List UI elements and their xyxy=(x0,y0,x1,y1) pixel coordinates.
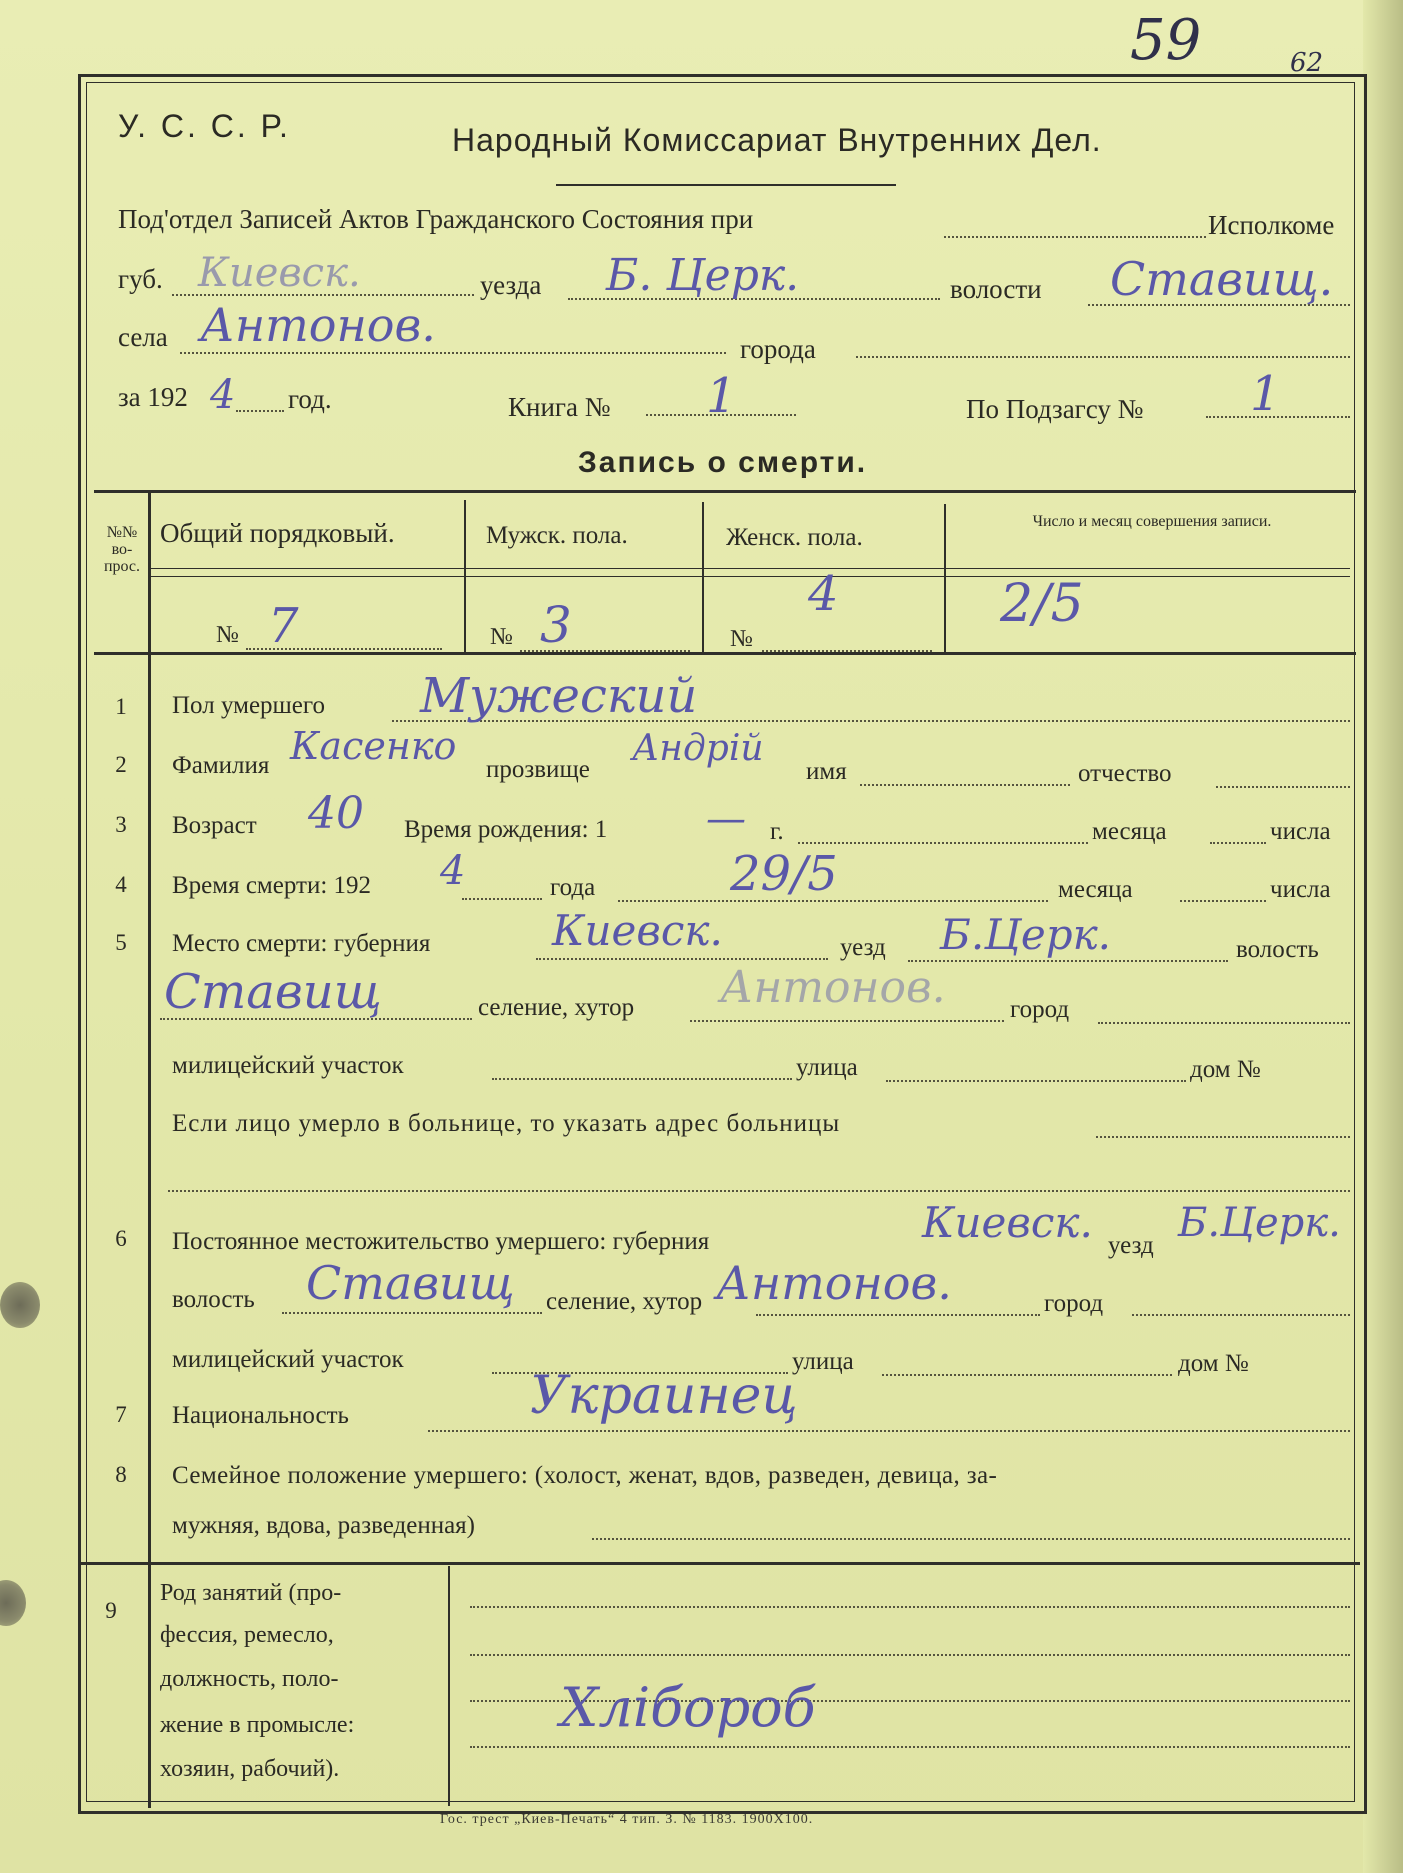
occupation-blank xyxy=(470,1746,1350,1748)
uezd-value: Б. Церк. xyxy=(606,250,800,301)
death-gub-value: Киевск. xyxy=(552,906,723,955)
residence-volost-value: Ставищ xyxy=(306,1256,515,1310)
death-house-label: дом № xyxy=(1190,1056,1261,1083)
occupation-blank xyxy=(470,1654,1350,1656)
residence-uezd-label: уезд xyxy=(1108,1232,1154,1259)
printer-imprint: Гос. трест „Киев-Печать“ 4 тип. З. № 1183. 1900Х100. xyxy=(440,1812,814,1827)
surname-value: Касенко xyxy=(290,724,457,768)
marital-status-label-2: мужняя, вдова, разведенная) xyxy=(172,1512,476,1539)
residence-house-label: дом № xyxy=(1178,1350,1249,1377)
residence-volost-label: волость xyxy=(172,1286,255,1313)
book-value: 1 xyxy=(706,368,737,424)
question-number: 3 xyxy=(115,812,127,837)
death-year-blank xyxy=(462,898,542,900)
question-number: 2 xyxy=(115,752,127,777)
col-general-header: Общий порядковый. xyxy=(160,518,395,548)
residence-city-blank xyxy=(1132,1314,1350,1316)
residence-city-label: город xyxy=(1044,1290,1104,1317)
occupation-value: Хлібороб xyxy=(560,1676,816,1739)
hospital-label: Если лицо умерло в больнице, то указать адрес больницы xyxy=(172,1110,841,1137)
table-col-rule xyxy=(702,502,704,652)
female-blank xyxy=(762,650,932,652)
birth-month-blank xyxy=(798,842,1088,844)
question-number: 8 xyxy=(115,1462,127,1487)
birth-day-label: числа xyxy=(1270,818,1331,845)
residence-street-blank xyxy=(882,1374,1172,1376)
volost-label: волости xyxy=(950,274,1042,304)
uezd-label: уезда xyxy=(480,270,542,300)
question-number: 7 xyxy=(115,1402,127,1427)
record-date-value: 2/5 xyxy=(1000,574,1084,634)
marital-status-blank xyxy=(592,1538,1350,1540)
book-label: Книга № xyxy=(508,392,611,422)
residence-militia-label: милицейский участок xyxy=(172,1346,404,1373)
death-day-blank xyxy=(1180,900,1266,902)
question-number: 1 xyxy=(115,694,127,719)
death-gub-blank xyxy=(536,958,828,960)
page-number-alt: 62 xyxy=(1290,48,1324,78)
death-village-blank xyxy=(690,1020,1004,1022)
gorod-blank xyxy=(856,356,1350,358)
surname-label: Фамилия xyxy=(172,752,270,779)
nickname-value: Андрій xyxy=(632,728,764,769)
hospital-blank xyxy=(1096,1136,1350,1138)
question-number: 4 xyxy=(115,872,127,897)
death-uezd-blank xyxy=(908,960,1228,962)
punch-hole xyxy=(0,1282,40,1328)
residence-village-blank xyxy=(756,1314,1040,1316)
death-time-label: Время смерти: 192 xyxy=(172,872,372,899)
name-blank xyxy=(860,784,1070,786)
nickname-label: прозвище xyxy=(486,756,590,783)
nationality-value: Украинец xyxy=(530,1366,798,1426)
marital-status-label: Семейное положение умершего: (холост, женат, вдов, разведен, девица, за- xyxy=(172,1462,998,1489)
occupation-label-5: хозяин, рабочий). xyxy=(160,1756,340,1782)
table-top-rule xyxy=(94,490,1356,493)
sex-label: Пол умершего xyxy=(172,692,326,719)
death-city-blank xyxy=(1098,1022,1350,1024)
subdept-label: Под'отдел Записей Актов Гражданского Состояния при xyxy=(118,204,754,234)
male-number-value: 3 xyxy=(540,596,572,654)
table-header-rule xyxy=(150,576,1350,577)
death-volost-label: волость xyxy=(1236,936,1319,963)
year-suffix: год. xyxy=(288,384,332,414)
occupation-label-4: жение в промысле: xyxy=(160,1712,355,1738)
death-date-value: 29/5 xyxy=(730,846,838,902)
occupation-label-2: фессия, ремесло, xyxy=(160,1622,334,1648)
death-volost-value: Ставищ xyxy=(164,964,382,1020)
death-day-label: числа xyxy=(1270,876,1331,903)
year-prefix: за 192 xyxy=(118,382,188,412)
female-number-value: 4 xyxy=(808,566,839,622)
table-col-rule xyxy=(944,504,946,652)
selo-value: Антонов. xyxy=(200,298,436,352)
birth-value: — xyxy=(706,796,746,842)
no-sign: № xyxy=(216,622,239,648)
number-column-rule xyxy=(148,492,151,1808)
executive-committee-label: Исполкоме xyxy=(1208,210,1335,240)
table-header-rule xyxy=(150,568,1350,569)
selo-blank xyxy=(180,352,726,354)
subcount-label: По Подзагсу № xyxy=(966,394,1144,424)
gorod-label: города xyxy=(740,334,816,364)
death-year-label: года xyxy=(550,874,596,901)
occupation-blank xyxy=(470,1606,1350,1608)
residence-street-label: улица xyxy=(792,1348,854,1375)
subdept-blank xyxy=(944,236,1206,238)
patronymic-blank xyxy=(1216,786,1350,788)
year-blank xyxy=(236,410,284,412)
question-number: 6 xyxy=(115,1226,127,1251)
general-number-value: 7 xyxy=(268,598,299,654)
residence-gub-value: Киевск. xyxy=(922,1198,1093,1247)
question-number: 9 xyxy=(105,1598,117,1623)
page-number: 59 xyxy=(1130,8,1202,73)
death-street-blank xyxy=(886,1080,1186,1082)
sex-value: Мужеский xyxy=(420,668,698,724)
guberniya-value: Киевск. xyxy=(198,250,361,296)
volost-value: Ставищ. xyxy=(1110,252,1334,306)
birth-year-abbrev: г. xyxy=(770,818,784,845)
death-uezd-value: Б.Церк. xyxy=(940,910,1112,959)
republic-title: У. С. С. Р. xyxy=(118,108,291,144)
col-male-header: Мужск. пола. xyxy=(486,522,628,549)
col-female-header: Женск. пола. xyxy=(726,524,863,551)
ministry-title: Народный Комиссариат Внутренних Дел. xyxy=(452,122,1102,158)
no-sign: № xyxy=(730,626,753,652)
birth-day-blank xyxy=(1210,842,1266,844)
nationality-blank xyxy=(428,1430,1350,1432)
section-title: Запись о смерти. xyxy=(578,446,868,479)
selo-label: села xyxy=(118,322,168,352)
punch-hole xyxy=(0,1580,26,1626)
residence-uezd-value: Б.Церк. xyxy=(1178,1200,1341,1246)
question-number-header: №№ во- прос. xyxy=(103,524,141,575)
col-date-header: Число и месяц совершения записи. xyxy=(1032,513,1272,530)
birth-label: Время рождения: 1 xyxy=(404,816,608,843)
hospital-blank-2 xyxy=(168,1190,1350,1192)
death-year-value: 4 xyxy=(440,848,466,894)
residence-label: Постоянное местожительство умершего: губерния xyxy=(172,1228,710,1255)
death-street-label: улица xyxy=(796,1054,858,1081)
nationality-label: Национальность xyxy=(172,1402,349,1429)
death-militia-label: милицейский участок xyxy=(172,1052,404,1079)
occupation-top-rule xyxy=(80,1562,1360,1565)
subcount-value: 1 xyxy=(1250,366,1281,422)
occupation-label-3: должность, поло- xyxy=(160,1666,339,1692)
residence-village-value: Антонов. xyxy=(716,1256,952,1310)
death-militia-blank xyxy=(492,1078,792,1080)
occupation-col-rule xyxy=(448,1566,450,1806)
question-number: 5 xyxy=(115,930,127,955)
name-label: имя xyxy=(806,758,847,785)
death-village-value: Антонов. xyxy=(720,962,946,1013)
no-sign: № xyxy=(490,624,513,650)
occupation-label-1: Род занятий (про- xyxy=(160,1580,342,1606)
death-village-label: селение, хутор xyxy=(478,994,635,1021)
death-month-label: месяца xyxy=(1058,876,1133,903)
guberniya-label: губ. xyxy=(118,264,163,294)
paper-edge xyxy=(1363,0,1403,1873)
death-place-label: Место смерти: губерния xyxy=(172,930,431,957)
year-value: 4 xyxy=(210,372,236,418)
birth-month-label: месяца xyxy=(1092,818,1167,845)
age-value: 40 xyxy=(308,788,364,839)
patronymic-label: отчество xyxy=(1078,760,1172,787)
death-uezd-label: уезд xyxy=(840,934,886,961)
death-city-label: город xyxy=(1010,996,1070,1023)
age-label: Возраст xyxy=(172,812,257,839)
residence-volost-blank xyxy=(282,1312,542,1314)
header-rule xyxy=(556,184,896,186)
residence-village-label: селение, хутор xyxy=(546,1288,703,1315)
